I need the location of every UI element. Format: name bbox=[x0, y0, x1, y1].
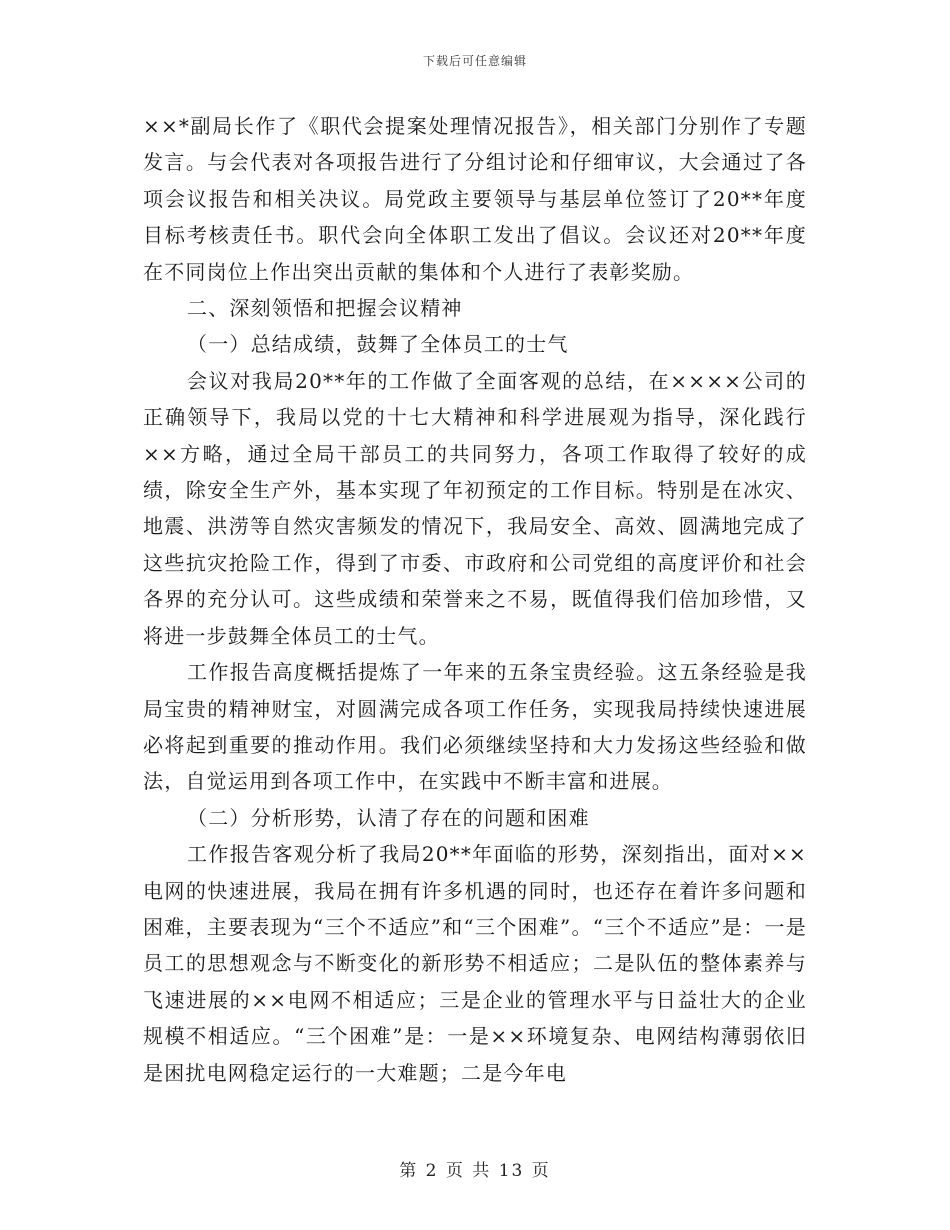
body-paragraph: 会议对我局20**年的工作做了全面客观的总结，在××××公司的正确领导下，我局以党的十七大精神和科学进展观为指导，深化践行××方略，通过全局干部员工的共同努力，各项工作取得了较好的成绩，除安全生产外，基本实现了年初预定的工作目标。特别是在冰灾、地震、洪涝等自然灾害频发的情况下，我局安全、高效、圆满地完成了这些抗灾抢险工作，得到了市委、市政府和公司党组的高度评价和社会各界的充分认可。这些成绩和荣誉来之不易，既值得我们倍加珍惜，又将进一步鼓舞全体员工的士气。 bbox=[143, 368, 807, 648]
page-header: 下载后可任意编辑 bbox=[422, 54, 527, 68]
subsection-heading: （一）总结成绩，鼓舞了全体员工的士气 bbox=[187, 332, 569, 357]
page-number: 第 2 页 共 13 页 bbox=[399, 1161, 551, 1181]
subsection-heading: （二）分析形势，认清了存在的问题和困难 bbox=[187, 805, 590, 830]
body-paragraph: 工作报告客观分析了我局20**年面临的形势，深刻指出，面对××电网的快速进展，我局在拥有许多机遇的同时，也还存在着许多问题和困难，主要表现为“三个不适应”和“三个困难”。“三个不适应”是：一是员工的思想观念与不断变化的新形势不相适应；二是队伍的整体素养与飞速进展的××电网不相适应；三是企业的管理水平与日益壮大的企业规模不相适应。“三个困难”是：一是××环境复杂、电网结构薄弱依旧是困扰电网稳定运行的一大难题；二是今年电 bbox=[143, 842, 807, 1085]
section-heading: 二、深刻领悟和把握会议精神 bbox=[187, 296, 463, 321]
body-paragraph: 工作报告高度概括提炼了一年来的五条宝贵经验。这五条经验是我局宝贵的精神财宝，对圆满完成各项工作任务，实现我局持续快速进展必将起到重要的推动作用。我们必须继续坚持和大力发扬这些经验和做法，自觉运用到各项工作中，在实践中不断丰富和进展。 bbox=[143, 660, 807, 794]
document-body bbox=[143, 108, 807, 1091]
paragraph-continuation: ××*副局长作了《职代会提案处理情况报告》，相关部门分别作了专题发言。与会代表对各项报告进行了分组讨论和仔细审议，大会通过了各项会议报告和相关决议。局党政主要领导与基层单位签订了20**年度目标考核责任书。职代会向全体职工发出了倡议。会议还对20**年度在不同岗位上作出突出贡献的集体和个人进行了表彰奖励。 bbox=[143, 114, 807, 284]
